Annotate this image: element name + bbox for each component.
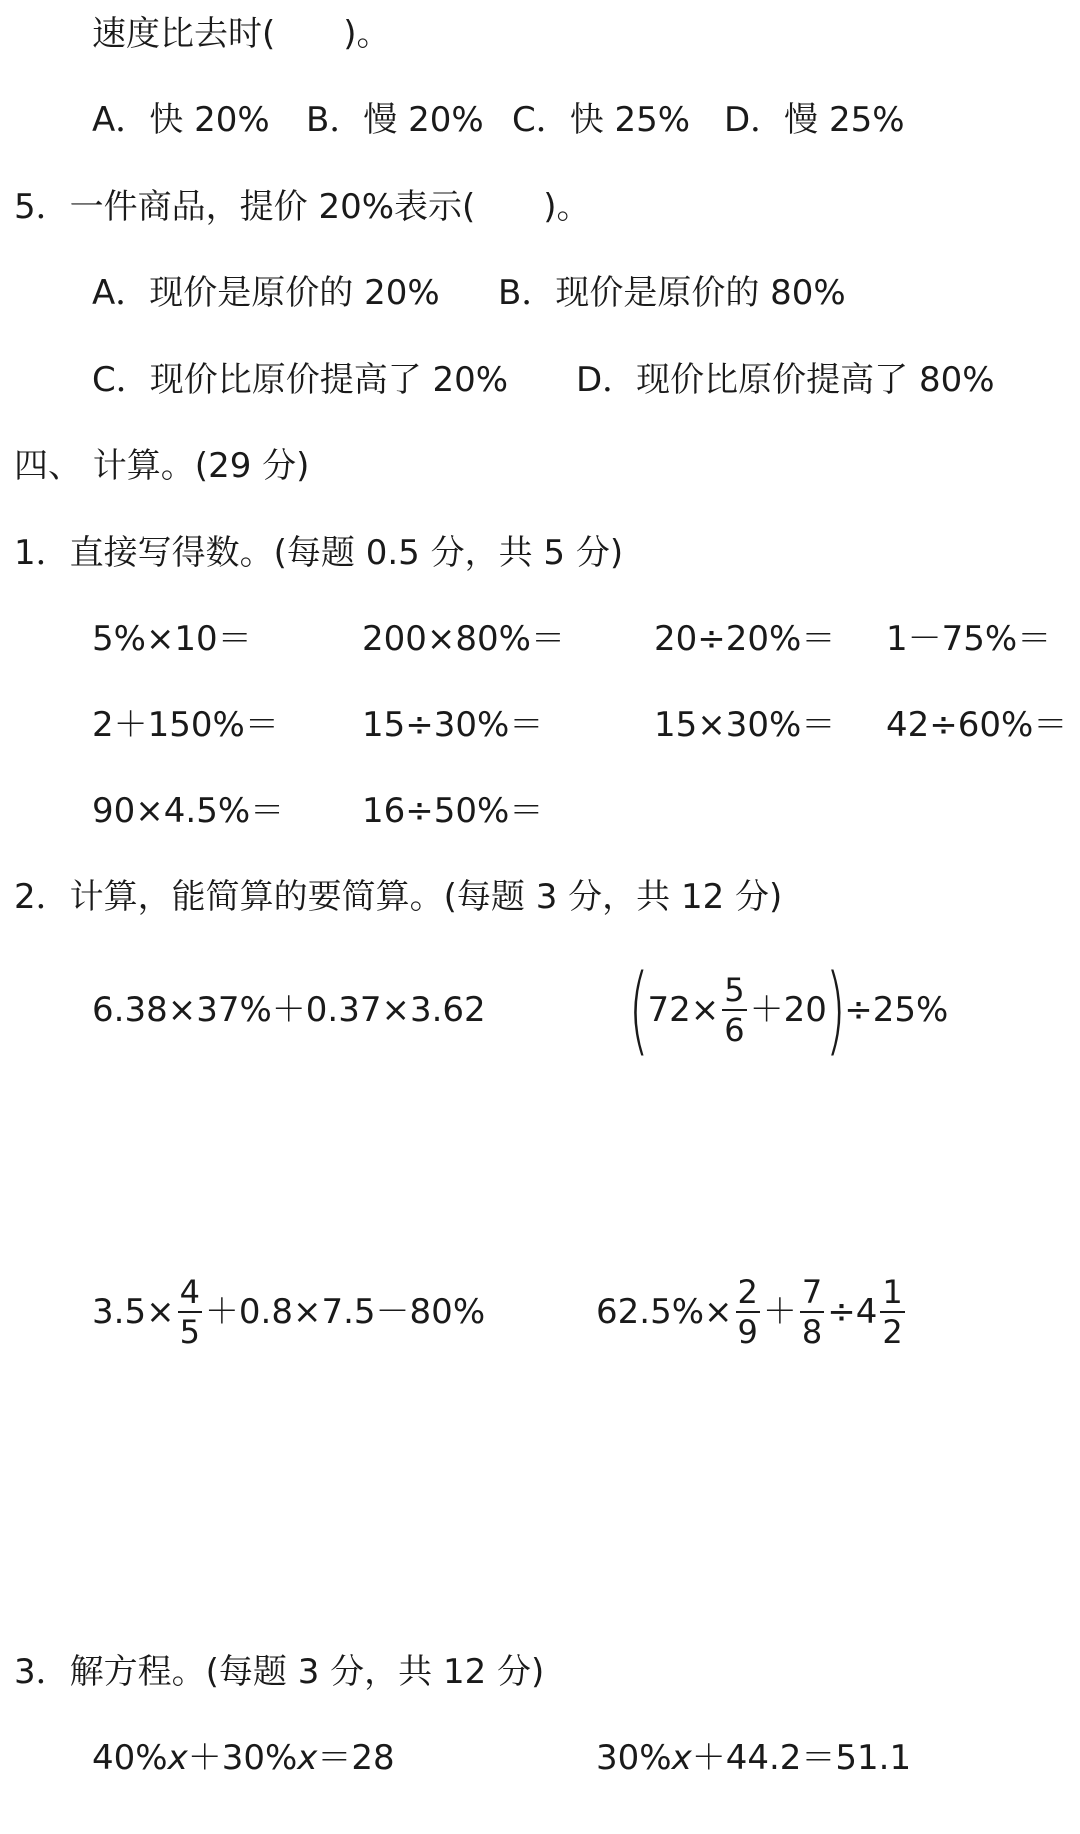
mental-calc-4: 1－75%＝ xyxy=(886,619,1052,659)
numerator: 5 xyxy=(724,971,745,1009)
q5-option-c: C．现价比原价提高了 20% xyxy=(92,360,509,400)
eq1-part-2: ＋30% xyxy=(187,1738,298,1778)
q5-option-a: A．现价是原价的 20% xyxy=(92,273,440,313)
numerator: 1 xyxy=(882,1273,903,1311)
q5-option-d: D．现价比原价提高了 80% xyxy=(576,360,995,400)
expr3-part-a: 3.5× xyxy=(92,1292,175,1332)
part-2-title: 2．计算，能简算的要简算。(每题 3 分，共 12 分) xyxy=(14,877,783,917)
expr2-part-b: ＋20 xyxy=(749,990,827,1030)
equation-1 xyxy=(92,1738,395,1778)
calc-expression-1: 6.38×37%＋0.37×3.62 xyxy=(92,990,486,1030)
calc-expression-2 xyxy=(628,954,949,1066)
eq1-part-3: ＝28 xyxy=(317,1738,395,1778)
denominator: 9 xyxy=(737,1313,758,1351)
numerator: 7 xyxy=(801,1273,823,1311)
mental-calc-2: 200×80%＝ xyxy=(362,619,565,659)
eq2-part-1: 30% xyxy=(596,1738,672,1778)
q4-option-d: D．慢 25% xyxy=(724,100,905,140)
numerator: 4 xyxy=(179,1273,200,1311)
part-1-title: 1．直接写得数。(每题 0.5 分，共 5 分) xyxy=(14,533,624,573)
variable-x: x xyxy=(167,1738,188,1778)
eq1-part-1: 40% xyxy=(92,1738,168,1778)
right-paren: ) xyxy=(825,954,846,1066)
q4-option-b: B．慢 20% xyxy=(306,100,484,140)
mental-calc-6: 15÷30%＝ xyxy=(362,705,544,745)
mental-calc-10: 16÷50%＝ xyxy=(362,791,544,831)
mental-calc-3: 20÷20%＝ xyxy=(654,619,836,659)
section-4-title: 四、 计算。(29 分) xyxy=(14,446,310,486)
expr3-part-b: ＋0.8×7.5－80% xyxy=(204,1292,486,1332)
calc-expression-3 xyxy=(92,1262,485,1362)
mental-calc-7: 15×30%＝ xyxy=(654,705,836,745)
variable-x: x xyxy=(671,1738,692,1778)
denominator: 8 xyxy=(801,1313,823,1351)
mental-calc-5: 2＋150%＝ xyxy=(92,705,279,745)
fraction xyxy=(800,1275,824,1349)
q4-stem-tail: 速度比去时( )。 xyxy=(92,14,391,54)
fraction xyxy=(880,1275,904,1349)
mental-calc-8: 42÷60%＝ xyxy=(886,705,1068,745)
eq2-part-2: ＋44.2＝51.1 xyxy=(691,1738,912,1778)
mental-calc-1: 5%×10＝ xyxy=(92,619,252,659)
q4-option-c: C．快 25% xyxy=(512,100,691,140)
expr2-part-a: 72× xyxy=(647,990,720,1030)
fraction xyxy=(178,1275,202,1349)
part-3-title: 3．解方程。(每题 3 分，共 12 分) xyxy=(14,1652,545,1692)
mental-calc-9: 90×4.5%＝ xyxy=(92,791,285,831)
expr2-part-c: ÷25% xyxy=(844,990,949,1030)
expr4-part-a: 62.5%× xyxy=(596,1292,733,1332)
q5-stem: 5．一件商品，提价 20%表示( )。 xyxy=(14,187,591,227)
q4-option-a: A．快 20% xyxy=(92,100,270,140)
denominator: 2 xyxy=(882,1313,903,1351)
denominator: 6 xyxy=(724,1011,745,1049)
equation-2 xyxy=(596,1738,911,1778)
fraction xyxy=(736,1275,760,1349)
fraction xyxy=(722,973,746,1047)
denominator: 5 xyxy=(179,1313,200,1351)
q5-option-b: B．现价是原价的 80% xyxy=(498,273,846,313)
left-paren: ( xyxy=(628,954,650,1066)
expr4-part-b: ÷4 xyxy=(827,1292,878,1332)
variable-x: x xyxy=(297,1738,318,1778)
calc-expression-4 xyxy=(596,1262,908,1362)
numerator: 2 xyxy=(737,1273,758,1311)
expr4-operator: ＋ xyxy=(762,1292,797,1332)
